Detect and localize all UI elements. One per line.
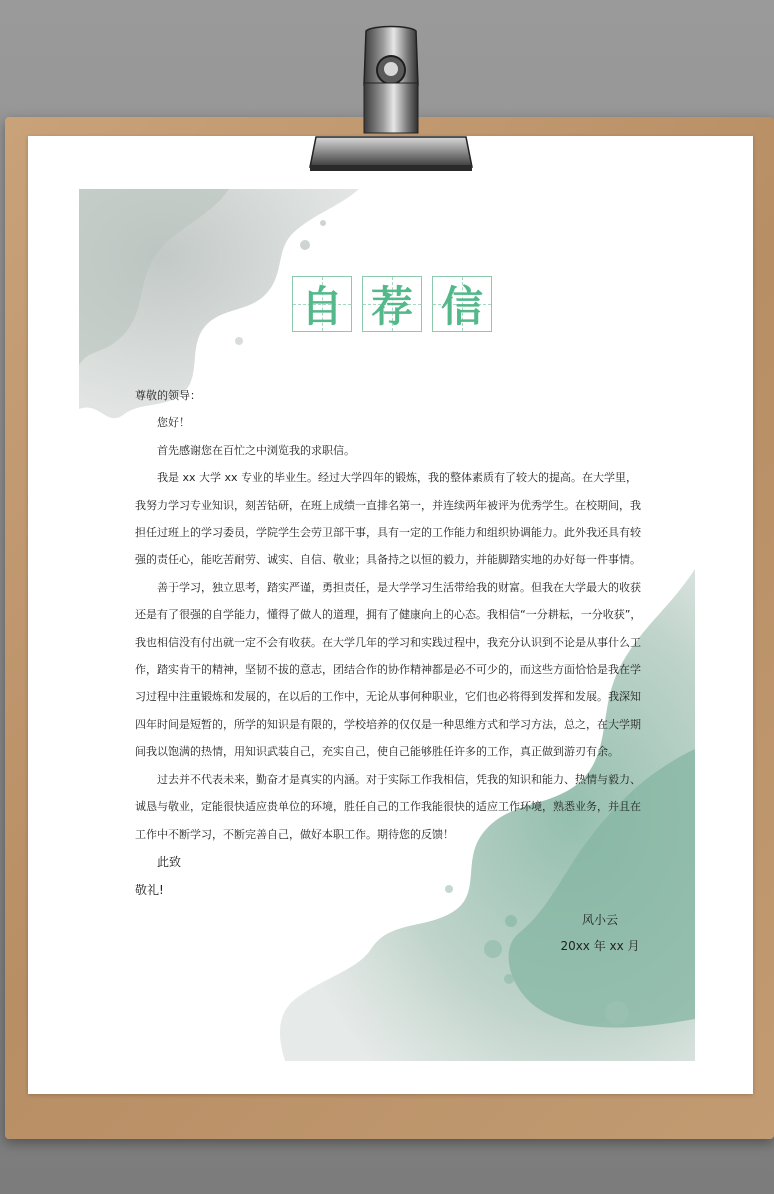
signature-block (540, 907, 660, 959)
signature-date: 20xx 年 xx 月 (560, 939, 640, 953)
letter-body (135, 382, 643, 904)
binder-clip-icon (306, 25, 476, 175)
title-char-box (292, 276, 352, 332)
title-char: 荐 (370, 282, 413, 331)
paragraph: 善于学习，独立思考，踏实严谨，勇担责任，是大学学习生活带给我的财富。但我在大学最大的收获还是有了很强的自学能力，懂得了做人的道理，拥有了健康向上的心态。我相信“一分耕耘，一分收获”，我也相信没有付出就一定不会有收获。在大学几年的学习和实践过程中，我充分认识到不论是从事什么工作，踏实肯干的精神，坚韧不拔的意志，团结合作的协作精神都是必不可少的，而这些方面恰恰是我在学习过程中注重锻炼和发展的，在以后的工作中，无论从事何种职业，它们也必将得到发挥和发展。我深知四年时间是短暂的，所学的知识是有限的，学校培养的仅仅是一种思维方式和学习方法，总之，在大学期间我以饱满的热情，用知识武装自己，充实自己，使自己能够胜任许多的工作，真正做到游刃有余。 (135, 580, 642, 759)
signature-name: 风小云 (581, 913, 618, 927)
greeting: 您好！ (157, 416, 190, 430)
salutation: 尊敬的领导： (135, 389, 201, 402)
page-title (292, 276, 502, 332)
title-char-box (432, 276, 492, 332)
title-char: 自 (300, 282, 343, 331)
title-char: 信 (440, 282, 483, 331)
paragraph: 我是 xx 大学 xx 专业的毕业生。经过大学四年的锻炼，我的整体素质有了较大的提高。在大学里，我努力学习专业知识，刻苦钻研，在班上成绩一直排名第一，并连续两年被评为优秀学生。在校期间，我担任过班上的学习委员，学院学生会劳卫部干事，具有一定的工作能力和组织协调能力。此外我还具有较强的责任心，能吃苦耐劳、诚实、自信、敬业；具备持之以恒的毅力，并能脚踏实地的办好每一件事情。 (135, 471, 641, 567)
paragraph: 首先感谢您在百忙之中浏览我的求职信。 (157, 443, 355, 457)
closing-line: 此致 (157, 854, 182, 869)
title-char-box (362, 276, 422, 332)
paragraph: 过去并不代表未来，勤奋才是真实的内涵。对于实际工作我相信，凭我的知识和能力、热情与毅力、诚恳与敬业，定能很快适应贵单位的环境，胜任自己的工作我能很快的适应工作环境，熟悉业务，并且在工作中不断学习，不断完善自己，做好本职工作。期待您的反馈！ (135, 772, 641, 841)
closing-line: 敬礼! (135, 882, 164, 897)
